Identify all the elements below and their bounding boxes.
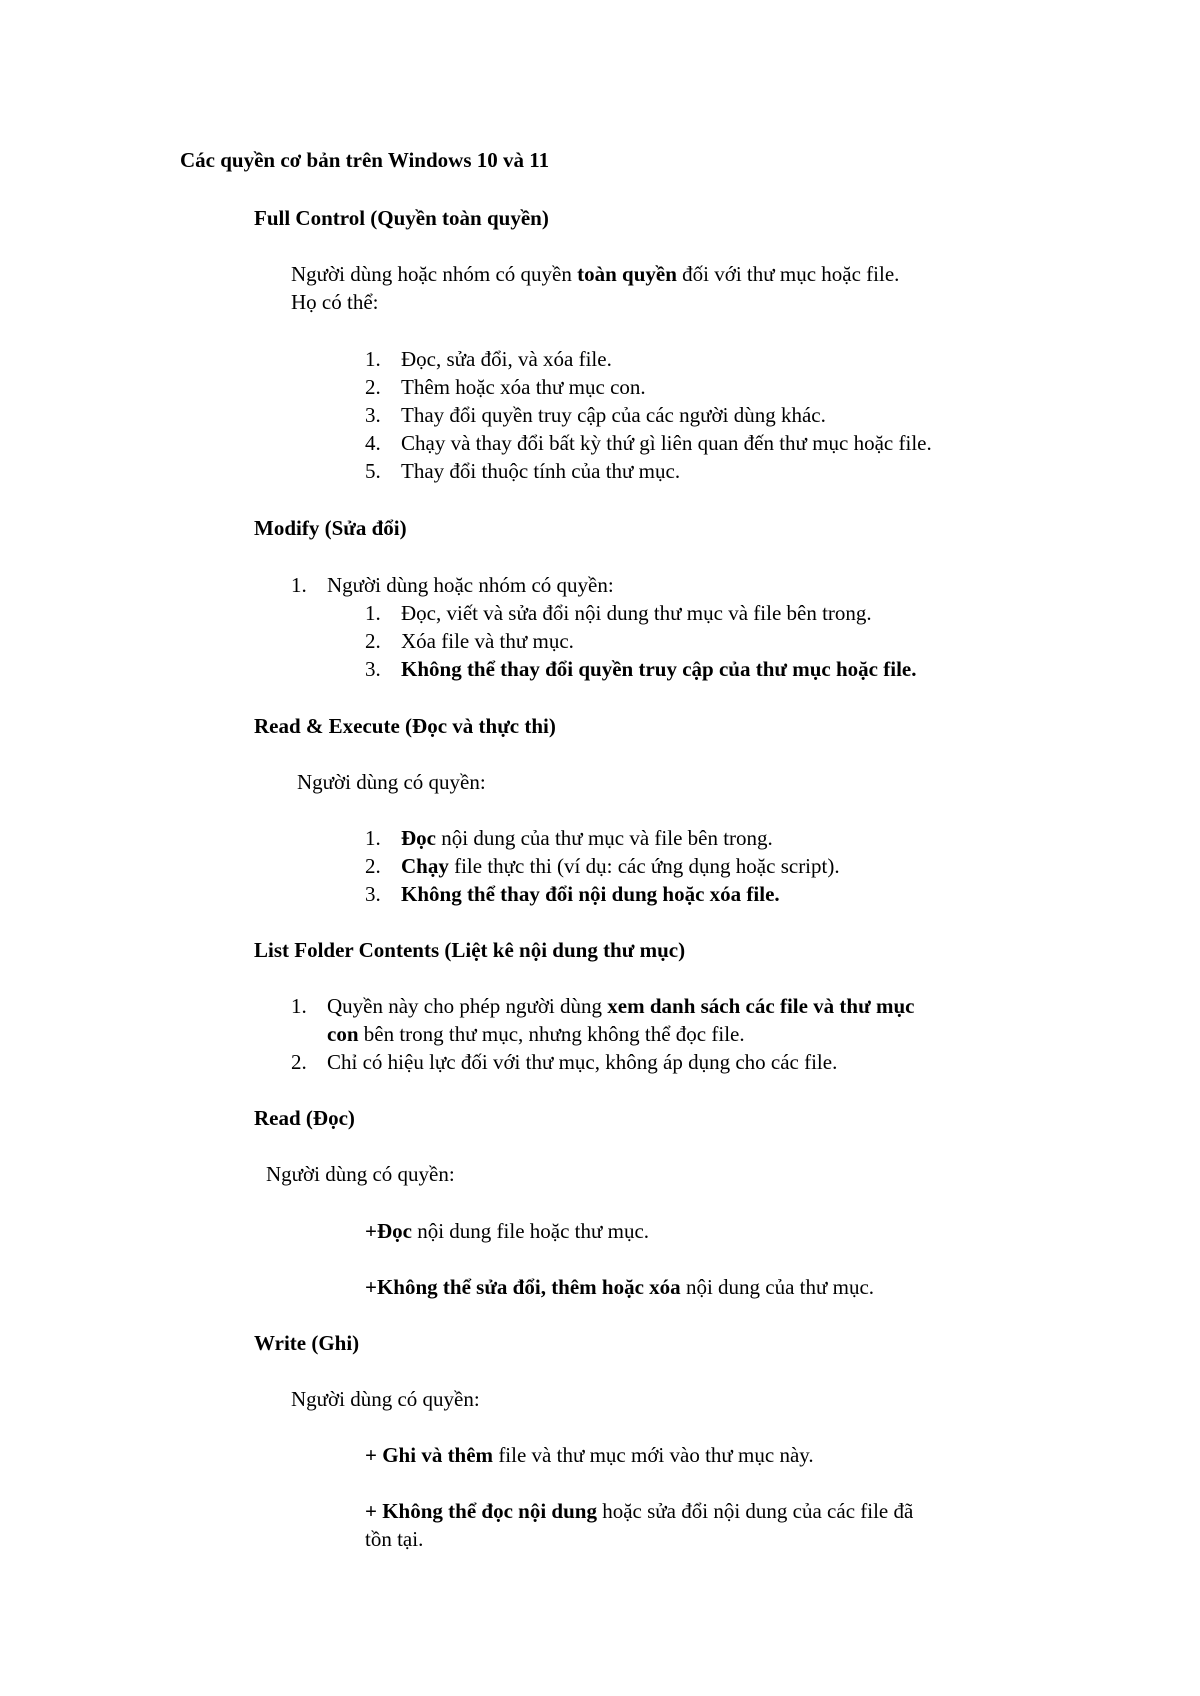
list-folder-list: [291, 992, 914, 1076]
list-item: 1. Đọc nội dung của thư mục và file bên trong.: [365, 826, 773, 850]
read-line-2: +Không thể sửa đổi, thêm hoặc xóa nội dung của thư mục.: [365, 1275, 875, 1299]
list-item: 2. Chỉ có hiệu lực đối với thư mục, không áp dụng cho các file.: [291, 1050, 838, 1074]
read-intro: Người dùng có quyền:: [266, 1162, 455, 1186]
modify-list: [291, 571, 614, 599]
heading-read-execute: Read & Execute (Đọc và thực thi): [254, 714, 556, 738]
page-title: Các quyền cơ bản trên Windows 10 và 11: [180, 148, 550, 172]
write-line-2: + Không thể đọc nội dung hoặc sửa đổi nội dung của các file đã: [365, 1499, 914, 1523]
list-item: 5. Thay đổi thuộc tính của thư mục.: [365, 459, 681, 483]
list-item: 2. Xóa file và thư mục.: [365, 629, 574, 653]
full-control-list: [365, 345, 932, 485]
heading-write: Write (Ghi): [254, 1331, 360, 1355]
list-item: 3. Không thể thay đổi quyền truy cập của thư mục hoặc file.: [365, 657, 917, 681]
list-item: 1. Người dùng hoặc nhóm có quyền:: [291, 573, 614, 597]
list-item: 3. Thay đổi quyền truy cập của các người dùng khác.: [365, 403, 826, 427]
write-line-2-continued: tồn tại.: [365, 1527, 424, 1551]
list-item: 2. Chạy file thực thi (ví dụ: các ứng dụng hoặc script).: [365, 854, 840, 878]
list-item: 3. Không thể thay đổi nội dung hoặc xóa file.: [365, 882, 780, 906]
read-execute-list: [365, 824, 840, 908]
full-control-intro-line2: Họ có thể:: [291, 290, 379, 314]
read-line-1: +Đọc nội dung file hoặc thư mục.: [365, 1219, 650, 1243]
write-line-1: + Ghi và thêm file và thư mục mới vào thư mục này.: [365, 1443, 814, 1467]
list-item: 1. Đọc, viết và sửa đổi nội dung thư mục và file bên trong.: [365, 601, 872, 625]
heading-read: Read (Đọc): [254, 1106, 355, 1130]
full-control-intro: Người dùng hoặc nhóm có quyền toàn quyền đối với thư mục hoặc file.: [291, 262, 900, 286]
list-item: 2. Thêm hoặc xóa thư mục con.: [365, 375, 646, 399]
heading-modify: Modify (Sửa đổi): [254, 516, 407, 540]
heading-full-control: Full Control (Quyền toàn quyền): [254, 206, 549, 230]
modify-sub-list: [365, 599, 916, 683]
list-item: 4. Chạy và thay đổi bất kỳ thứ gì liên quan đến thư mục hoặc file.: [365, 431, 932, 455]
list-item: 1. Đọc, sửa đổi, và xóa file.: [365, 347, 612, 371]
list-item: 1. Quyền này cho phép người dùng xem danh sách các file và thư mục con bên trong thư mục, nhưng không thể đọc file.: [291, 994, 915, 1046]
read-execute-intro: Người dùng có quyền:: [297, 770, 486, 794]
write-intro: Người dùng có quyền:: [291, 1387, 480, 1411]
heading-list-folder: List Folder Contents (Liệt kê nội dung thư mục): [254, 938, 686, 962]
